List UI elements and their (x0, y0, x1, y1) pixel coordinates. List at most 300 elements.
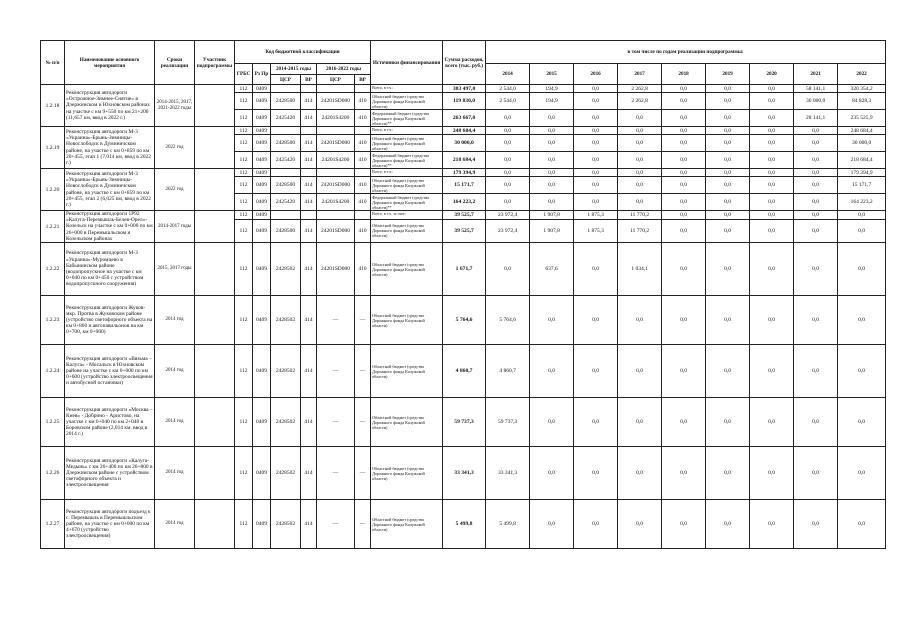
year-value-cell: 0,0 (794, 169, 838, 177)
vr-cell: — (355, 345, 371, 398)
csr-cell: 2428500 (271, 93, 301, 110)
csr-cell: 24201SD000 (317, 93, 355, 110)
sum-cell: 30 000,0 (443, 135, 486, 152)
year-value-cell: 0,0 (618, 447, 662, 500)
year-value-cell: 0,0 (486, 243, 530, 296)
grbs-cell: 112 (235, 447, 253, 500)
terms-cell: 2014-2015, 2017, 2021-2022 годы (155, 85, 195, 127)
year-value-cell: 0,0 (706, 177, 750, 194)
grbs-cell: 112 (235, 169, 253, 177)
year-value-cell: 84 828,3 (838, 93, 886, 110)
year-value-cell: 0,0 (618, 169, 662, 177)
table-row (41, 127, 886, 135)
year-value-cell: 2 262,8 (618, 93, 662, 110)
measure-name: Реконструкция автодороги М-3 «Украина»-Брынь-Зимницы-Новослободск в Думиничском районе, на участке с км 0+859 по км 20+455, этап 1 (7,014 км, ввод в 2022 г.) (65, 127, 155, 169)
year-value-cell: 0,0 (618, 110, 662, 127)
rzpr-cell: 0409 (253, 93, 271, 110)
year-value-cell: 0,0 (574, 345, 618, 398)
year-value-cell: 0,0 (662, 398, 706, 447)
year-value-cell: 0,0 (794, 345, 838, 398)
row-number: 1.2.20 (41, 169, 65, 211)
year-value-cell: 5 499,8 (486, 500, 530, 549)
year-value-cell: 0,0 (574, 152, 618, 169)
year-value-cell: 0,0 (530, 447, 574, 500)
year-value-cell: 1 875,3 (574, 219, 618, 242)
year-value-cell: 0,0 (486, 152, 530, 169)
header-year: 2016 (574, 64, 618, 85)
csr-cell: — (317, 296, 355, 345)
row-number: 1.2.24 (41, 345, 65, 398)
year-value-cell: 30 000,0 (838, 135, 886, 152)
row-number: 1.2.19 (41, 127, 65, 169)
vr-cell: 414 (301, 500, 317, 549)
year-value-cell: 0,0 (574, 169, 618, 177)
rzpr-cell: 0409 (253, 177, 271, 194)
year-value-cell: 0,0 (662, 211, 706, 220)
csr-cell: 24201S4200 (317, 194, 355, 211)
header-participant: Участник подпрограммы (195, 41, 235, 85)
year-value-cell: 0,0 (750, 447, 794, 500)
year-value-cell: 0,0 (750, 500, 794, 549)
year-value-cell: 0,0 (750, 398, 794, 447)
vr-cell: 410 (355, 152, 371, 169)
source-cell: Федеральный бюджет (средства Дорожного фонда Калужской области)** (371, 152, 443, 169)
csr-cell: 2428502 (271, 296, 301, 345)
csr-cell (271, 169, 301, 177)
csr-cell: 2428502 (271, 243, 301, 296)
year-value-cell: 0,0 (618, 398, 662, 447)
source-cell: Областной бюджет (средства Дорожного фонда Калужской области) (371, 177, 443, 194)
year-value-cell: 0,0 (838, 243, 886, 296)
year-value-cell: 1 907,8 (530, 219, 574, 242)
terms-cell: 2014 год (155, 398, 195, 447)
vr-cell: 410 (355, 243, 371, 296)
year-value-cell: 59 737,3 (486, 398, 530, 447)
year-value-cell: 0,0 (706, 93, 750, 110)
sum-cell: 33 341,3 (443, 447, 486, 500)
year-value-cell: 0,0 (486, 135, 530, 152)
year-value-cell: 0,0 (706, 211, 750, 220)
year-value-cell: 0,0 (794, 211, 838, 220)
year-value-cell: 0,0 (750, 93, 794, 110)
csr-cell: 2428500 (271, 177, 301, 194)
year-value-cell: 0,0 (574, 296, 618, 345)
csr-cell: 2428502 (271, 447, 301, 500)
header-vr-2: ВР (355, 75, 371, 85)
source-cell: Всего, в т.ч.: (371, 169, 443, 177)
vr-cell: 414 (301, 219, 317, 242)
sum-cell: 39 525,7 (443, 219, 486, 242)
header-vr-1: ВР (301, 75, 317, 85)
year-value-cell: 0,0 (794, 177, 838, 194)
sum-cell: 383 497,0 (443, 85, 486, 93)
measure-name: Реконструкция автодороги «Калуга-Медынь» с км 26+400 по км 26+800 в Дзержинском районе с устройством светофорного объекта и электроосвещения (65, 447, 155, 500)
csr-cell (317, 85, 355, 93)
header-year: 2019 (706, 64, 750, 85)
vr-cell: 414 (301, 177, 317, 194)
row-number: 1.2.25 (41, 398, 65, 447)
source-cell: Федеральный бюджет (средства Дорожного фонда Калужской области)** (371, 110, 443, 127)
source-cell: Областной бюджет (средства Дорожного фонда Калужской области) (371, 219, 443, 242)
csr-cell (271, 85, 301, 93)
csr-cell: 24201SD000 (317, 219, 355, 242)
participant-cell (195, 211, 235, 243)
grbs-cell: 112 (235, 345, 253, 398)
year-value-cell: 0,0 (530, 135, 574, 152)
grbs-cell: 112 (235, 110, 253, 127)
year-value-cell: 0,0 (794, 219, 838, 242)
participant-cell (195, 127, 235, 169)
year-value-cell: 0,0 (750, 127, 794, 135)
vr-cell: 410 (355, 194, 371, 211)
vr-cell (355, 127, 371, 135)
year-value-cell: 2 262,8 (618, 85, 662, 93)
year-value-cell: 0,0 (574, 93, 618, 110)
source-cell: Областной бюджет (средства Дорожного фонда Калужской области) (371, 500, 443, 549)
vr-cell: 410 (355, 177, 371, 194)
year-value-cell: 0,0 (574, 398, 618, 447)
sum-cell: 39 525,7 (443, 211, 486, 220)
year-value-cell: 0,0 (574, 110, 618, 127)
participant-cell (195, 85, 235, 127)
year-value-cell: 0,0 (530, 296, 574, 345)
year-value-cell: 0,0 (486, 169, 530, 177)
header-rzpr: Рз Пр (253, 64, 271, 85)
year-value-cell: 0,0 (530, 500, 574, 549)
sum-cell: 59 737,3 (443, 398, 486, 447)
csr-cell: 2425420 (271, 110, 301, 127)
header-source: Источники финансирования (371, 41, 443, 85)
vr-cell: 414 (301, 243, 317, 296)
year-value-cell: 33 341,3 (486, 447, 530, 500)
source-cell: Федеральный бюджет (средства Дорожного фонда Калужской области)** (371, 194, 443, 211)
year-value-cell: 0,0 (618, 177, 662, 194)
rzpr-cell: 0409 (253, 243, 271, 296)
year-value-cell: 0,0 (662, 194, 706, 211)
source-cell: Всего, в т.ч.: (371, 127, 443, 135)
year-value-cell: 0,0 (750, 243, 794, 296)
terms-cell: 2014-2017 годы (155, 211, 195, 243)
year-value-cell: 0,0 (574, 500, 618, 549)
vr-cell (355, 211, 371, 220)
year-value-cell: 0,0 (838, 398, 886, 447)
header-kbk: Код бюджетной классификации (235, 41, 371, 64)
year-value-cell: 0,0 (662, 152, 706, 169)
header-csr-1: ЦСР (271, 75, 301, 85)
year-value-cell: 0,0 (662, 219, 706, 242)
year-value-cell: 0,0 (750, 296, 794, 345)
year-value-cell: 23 972,4 (486, 211, 530, 220)
csr-cell (271, 211, 301, 220)
year-value-cell: 0,0 (662, 135, 706, 152)
sum-cell: 15 171,7 (443, 177, 486, 194)
year-value-cell: 0,0 (530, 127, 574, 135)
year-value-cell: 0,0 (750, 110, 794, 127)
grbs-cell: 112 (235, 500, 253, 549)
year-value-cell: 0,0 (706, 500, 750, 549)
year-value-cell: 0,0 (530, 398, 574, 447)
vr-cell: — (355, 398, 371, 447)
row-number: 1.2.21 (41, 211, 65, 243)
grbs-cell: 112 (235, 211, 253, 220)
header-period-2: 2016-2022 годы (317, 64, 371, 75)
header-year: 2014 (486, 64, 530, 85)
header-year: 2017 (618, 64, 662, 85)
year-value-cell: 0,0 (530, 152, 574, 169)
grbs-cell: 112 (235, 398, 253, 447)
year-value-cell: 0,0 (530, 169, 574, 177)
year-value-cell: 0,0 (530, 345, 574, 398)
year-value-cell: 0,0 (750, 169, 794, 177)
row-number: 1.2.23 (41, 296, 65, 345)
year-value-cell: 0,0 (662, 500, 706, 549)
year-value-cell: 0,0 (838, 447, 886, 500)
table-row (41, 447, 886, 500)
rzpr-cell: 0409 (253, 85, 271, 93)
year-value-cell: 235 525,9 (838, 110, 886, 127)
rzpr-cell: 0409 (253, 211, 271, 220)
vr-cell: 410 (355, 93, 371, 110)
sum-cell: 4 860,7 (443, 345, 486, 398)
year-value-cell: 0,0 (838, 296, 886, 345)
header-terms: Сроки реализации (155, 41, 195, 85)
csr-cell: 24201S4200 (317, 110, 355, 127)
year-value-cell: 2 544,0 (486, 93, 530, 110)
participant-cell (195, 500, 235, 549)
sum-cell: 164 223,2 (443, 194, 486, 211)
terms-cell: 2015, 2017 годы (155, 243, 195, 296)
year-value-cell: 0,0 (750, 219, 794, 242)
year-value-cell: 0,0 (530, 194, 574, 211)
vr-cell: 414 (301, 194, 317, 211)
rzpr-cell: 0409 (253, 194, 271, 211)
terms-cell: 2022 год (155, 127, 195, 169)
year-value-cell: 0,0 (706, 85, 750, 93)
year-value-cell: 179 394,9 (838, 169, 886, 177)
participant-cell (195, 447, 235, 500)
header-sum: Сумма расходов, всего (тыс. руб.) (443, 41, 486, 85)
rzpr-cell: 0409 (253, 127, 271, 135)
row-number: 1.2.22 (41, 243, 65, 296)
year-value-cell: 0,0 (662, 177, 706, 194)
rzpr-cell: 0409 (253, 135, 271, 152)
year-value-cell: 0,0 (750, 177, 794, 194)
year-value-cell: 0,0 (838, 500, 886, 549)
header-csr-2: ЦСР (317, 75, 355, 85)
vr-cell (355, 169, 371, 177)
vr-cell: 410 (355, 135, 371, 152)
year-value-cell: 0,0 (574, 447, 618, 500)
vr-cell (355, 85, 371, 93)
year-value-cell: 0,0 (750, 345, 794, 398)
grbs-cell: 112 (235, 177, 253, 194)
rzpr-cell: 0409 (253, 110, 271, 127)
grbs-cell: 112 (235, 194, 253, 211)
year-value-cell: 0,0 (750, 211, 794, 220)
year-value-cell: 2 544,0 (486, 85, 530, 93)
measure-name: Реконструкция автодороги М-3 «Украина»-Муромцево в Бабынинском районе (водопропускное на участке с км 0+040 по км 0+450 с устройством водопропускного сооружения) (65, 243, 155, 296)
year-value-cell: 30 000,0 (794, 93, 838, 110)
year-value-cell: 0,0 (838, 345, 886, 398)
year-value-cell: 164 223,2 (838, 194, 886, 211)
table-row (41, 345, 886, 398)
sum-cell: 263 667,0 (443, 110, 486, 127)
table-row (41, 85, 886, 93)
sum-cell: 1 671,7 (443, 243, 486, 296)
year-value-cell: 0,0 (706, 296, 750, 345)
year-value-cell: 0,0 (794, 243, 838, 296)
year-value-cell: 0,0 (794, 135, 838, 152)
measure-name: Реконструкция автодороги «Вязьма – Калуга» - Мосальск в Юхновском районе на участке с км 0+000 по км 0+600 (устройство электроосвещения и автобусной остановки) (65, 345, 155, 398)
year-value-cell: 0,0 (794, 500, 838, 549)
table-header (41, 41, 886, 85)
year-value-cell: 0,0 (706, 152, 750, 169)
csr-cell: 2425420 (271, 194, 301, 211)
year-value-cell: 23 972,4 (486, 219, 530, 242)
row-number: 1.2.18 (41, 85, 65, 127)
year-value-cell: 0,0 (662, 110, 706, 127)
year-value-cell: 0,0 (662, 243, 706, 296)
csr-cell: 2428500 (271, 135, 301, 152)
year-value-cell: 194,9 (530, 93, 574, 110)
year-value-cell: 0,0 (794, 296, 838, 345)
table-row (41, 296, 886, 345)
year-value-cell: 4 860,7 (486, 345, 530, 398)
sum-cell: 5 499,8 (443, 500, 486, 549)
year-value-cell: 0,0 (530, 177, 574, 194)
year-value-cell: 0,0 (574, 85, 618, 93)
vr-cell: 410 (355, 219, 371, 242)
header-year: 2022 (838, 64, 886, 85)
csr-cell: 2428502 (271, 398, 301, 447)
participant-cell (195, 398, 235, 447)
row-number: 1.2.26 (41, 447, 65, 500)
grbs-cell: 112 (235, 296, 253, 345)
table-row (41, 243, 886, 296)
year-value-cell: 1 907,8 (530, 211, 574, 220)
csr-cell: 2428502 (271, 345, 301, 398)
year-value-cell: 0,0 (662, 127, 706, 135)
year-value-cell: 0,0 (618, 500, 662, 549)
vr-cell: 414 (301, 447, 317, 500)
header-years-group: в том числе по годам реализации подпрограммы: (486, 41, 886, 64)
vr-cell (301, 127, 317, 135)
year-value-cell: 0,0 (706, 169, 750, 177)
year-value-cell: 0,0 (750, 194, 794, 211)
sum-cell: 119 830,0 (443, 93, 486, 110)
terms-cell: 2014 год (155, 345, 195, 398)
year-value-cell: 0,0 (794, 152, 838, 169)
rzpr-cell: 0409 (253, 398, 271, 447)
csr-cell (317, 127, 355, 135)
year-value-cell: 0,0 (794, 127, 838, 135)
year-value-cell: 1 875,3 (574, 211, 618, 220)
sum-cell: 5 764,6 (443, 296, 486, 345)
year-value-cell: 0,0 (662, 296, 706, 345)
source-cell: Всего, в т.ч. за счет: (371, 211, 443, 220)
source-cell: Областной бюджет (средства Дорожного фонда Калужской области) (371, 296, 443, 345)
year-value-cell: 0,0 (706, 243, 750, 296)
year-value-cell: 0,0 (574, 177, 618, 194)
grbs-cell: 112 (235, 127, 253, 135)
year-value-cell: 0,0 (706, 447, 750, 500)
year-value-cell: 0,0 (618, 194, 662, 211)
vr-cell: 410 (355, 110, 371, 127)
year-value-cell: 0,0 (486, 127, 530, 135)
year-value-cell: 0,0 (706, 398, 750, 447)
year-value-cell: 0,0 (794, 194, 838, 211)
year-value-cell: 218 684,4 (838, 152, 886, 169)
vr-cell (301, 169, 317, 177)
year-value-cell: 58 141,1 (794, 85, 838, 93)
csr-cell: — (317, 447, 355, 500)
vr-cell: — (355, 500, 371, 549)
header-no: № п/п (41, 41, 65, 85)
sum-cell: 248 684,4 (443, 127, 486, 135)
year-value-cell: 0,0 (486, 194, 530, 211)
rzpr-cell: 0409 (253, 169, 271, 177)
csr-cell: 24201SD000 (317, 135, 355, 152)
year-value-cell: 11 770,2 (618, 211, 662, 220)
year-value-cell: 0,0 (750, 85, 794, 93)
year-value-cell: 0,0 (618, 152, 662, 169)
measure-name: Реконструкция автодороги М-3 «Украина»-Брынь-Зимницы-Новослободск в Думиничском районе, на участке с км 0+859 по км 20+455, этап 2 (6,025 км, ввод в 2022 г.) (65, 169, 155, 211)
year-value-cell: 0,0 (794, 447, 838, 500)
measure-name: Реконструкция автодороги 1Р92 «Калуга-Перемышль-Белев-Орел»-Козельск на участке с км 0+000 по км 26+000 в Перемышльском и Козельском районах (66, 211, 153, 242)
year-value-cell: 0,0 (618, 345, 662, 398)
rzpr-cell: 0409 (253, 500, 271, 549)
header-year: 2015 (530, 64, 574, 85)
grbs-cell: 112 (235, 219, 253, 242)
source-cell: Областной бюджет (средства Дорожного фонда Калужской области) (371, 345, 443, 398)
source-cell: Областной бюджет (средства Дорожного фонда Калужской области) (371, 135, 443, 152)
header-year: 2020 (750, 64, 794, 85)
terms-cell: 2014 год (155, 296, 195, 345)
row-number: 1.2.27 (41, 500, 65, 549)
csr-cell: 24201S4200 (317, 152, 355, 169)
table-body (41, 85, 886, 549)
rzpr-cell: 0409 (253, 152, 271, 169)
csr-cell: — (317, 398, 355, 447)
participant-cell (195, 296, 235, 345)
budget-table (40, 40, 886, 549)
table-row (41, 169, 886, 177)
table-row (41, 211, 886, 220)
grbs-cell: 112 (235, 243, 253, 296)
vr-cell: 414 (301, 135, 317, 152)
csr-cell (271, 127, 301, 135)
csr-cell: 2425420 (271, 152, 301, 169)
year-value-cell: 28 141,1 (794, 110, 838, 127)
year-value-cell: 11 770,2 (618, 219, 662, 242)
csr-cell: 2428502 (271, 500, 301, 549)
grbs-cell: 112 (235, 93, 253, 110)
year-value-cell: 5 764,6 (486, 296, 530, 345)
header-name: Наименование основного мероприятия (65, 41, 155, 85)
year-value-cell: 0,0 (574, 194, 618, 211)
year-value-cell: 0,0 (706, 110, 750, 127)
grbs-cell: 112 (235, 152, 253, 169)
year-value-cell: 0,0 (662, 345, 706, 398)
csr-cell: 24201SD000 (317, 243, 355, 296)
participant-cell (195, 345, 235, 398)
sum-cell: 179 394,9 (443, 169, 486, 177)
rzpr-cell: 0409 (253, 447, 271, 500)
terms-cell: 2014 год (155, 447, 195, 500)
csr-cell: 2428500 (271, 219, 301, 242)
rzpr-cell: 0409 (253, 219, 271, 242)
table-row (41, 500, 886, 549)
